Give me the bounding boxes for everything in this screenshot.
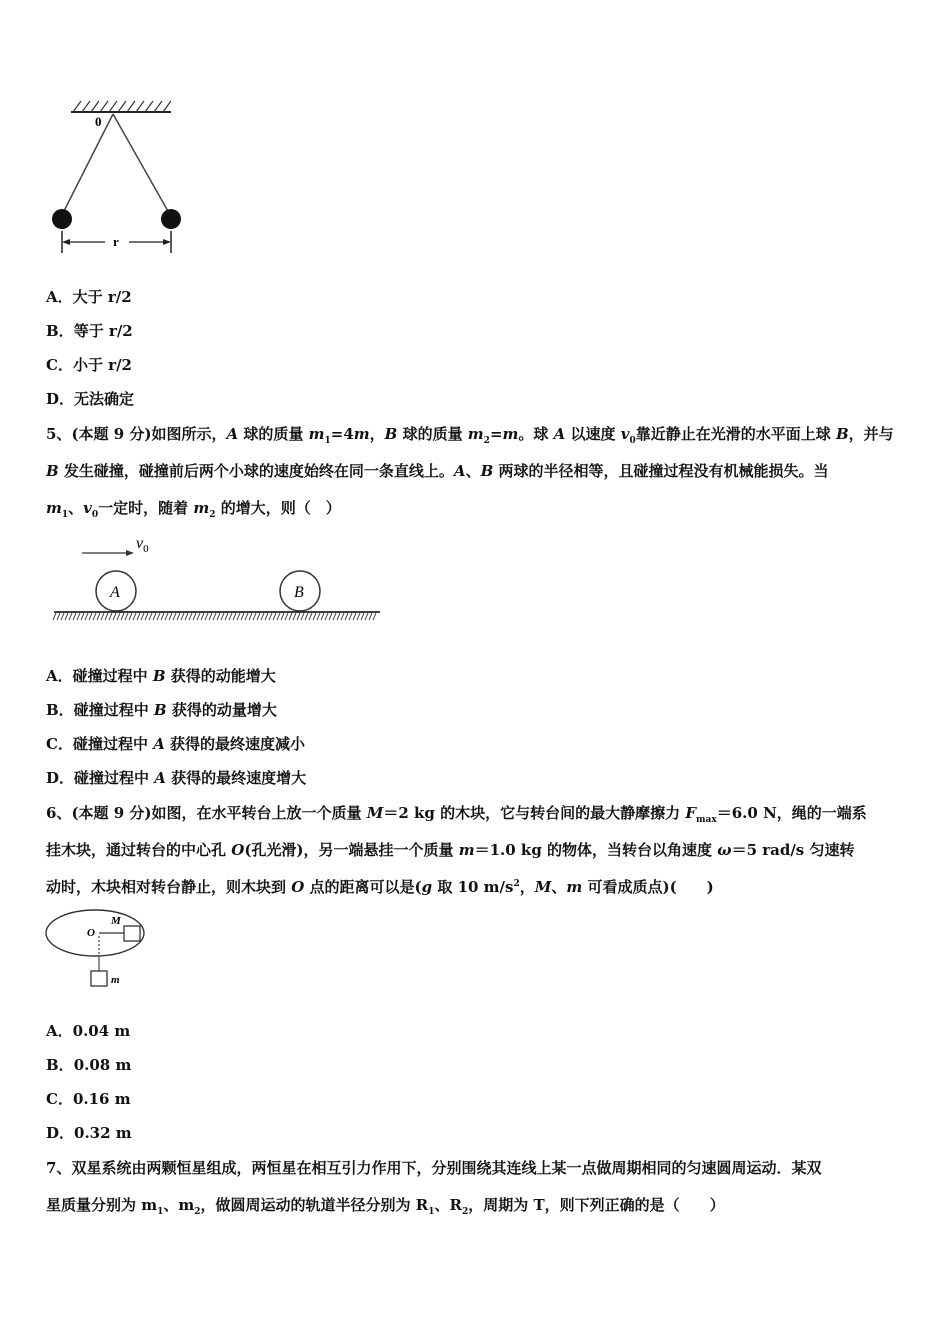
ground-hatch-mark <box>121 613 124 620</box>
ground-hatch-mark <box>201 613 204 620</box>
ground-hatch-mark <box>373 613 376 620</box>
q7-stem-line-2: 星质量分别为 $m_1$、$m_2$，做圆周运动的轨道半径分别为 $R_1$、$R_2$，周期为 T，则下列正确的是（ ） <box>46 1196 725 1217</box>
left-ball <box>52 209 72 229</box>
ground-hatch-mark <box>245 613 248 620</box>
q5-option-d: D．碰撞过程中 A 获得的最终速度增大 <box>46 769 307 787</box>
ground-hatch-mark <box>357 613 360 620</box>
q5-option-b: B．碰撞过程中 B 获得的动量增大 <box>46 701 277 719</box>
ground-hatch-mark <box>77 613 80 620</box>
ground-hatch-mark <box>193 613 196 620</box>
ground-hatch-mark <box>365 613 368 620</box>
ground-hatch-mark <box>309 613 312 620</box>
q6-option-d: D．0.32 m <box>46 1124 132 1142</box>
ground-hatch-mark <box>165 613 168 620</box>
ground-hatch-mark <box>113 613 116 620</box>
q7-stem-line-1: 7、双星系统由两颗恒星组成，两恒星在相互引力作用下，分别围绕其连线上某一点做周期相同的匀速圆周运动．某双 <box>46 1159 822 1177</box>
collision-figure <box>50 530 390 630</box>
ground-hatch-mark <box>261 613 264 620</box>
ground-hatch-mark <box>169 613 172 620</box>
q4-option-c: C．小于 r/2 <box>46 356 132 374</box>
q6-stem-line-2: 挂木块，通过转台的中心孔 O(孔光滑)，另一端悬挂一个质量 m＝1.0 kg 的物体，当转台以角速度 ω＝5 rad/s 匀速转 <box>46 841 855 859</box>
q4-option-a: A．大于 r/2 <box>46 288 132 306</box>
hanging-mass-label: m <box>111 974 120 986</box>
ground-hatch-mark <box>289 613 292 620</box>
ground-hatch-mark <box>93 613 96 620</box>
q5-stem-line-3: $m_1$、$v_0$一定时，随着 $m_2$ 的增大，则（ ） <box>46 499 341 520</box>
ground-hatch-mark <box>149 613 152 620</box>
pendulum-figure <box>45 95 195 260</box>
ground-hatch-mark <box>345 613 348 620</box>
q6-option-c: C．0.16 m <box>46 1090 131 1108</box>
ground-hatch-mark <box>69 613 72 620</box>
ground-hatch-mark <box>313 613 316 620</box>
ground-hatch-mark <box>369 613 372 620</box>
ground-hatch-mark <box>353 613 356 620</box>
hanging-mass <box>91 971 107 986</box>
ground-hatch-mark <box>265 613 268 620</box>
ground-hatch-mark <box>105 613 108 620</box>
distance-label: r <box>113 234 119 249</box>
ground-hatch-mark <box>301 613 304 620</box>
ground-hatch-mark <box>133 613 136 620</box>
ground-hatch-mark <box>81 613 84 620</box>
ball-a-label: A <box>110 584 120 601</box>
ground-hatch-mark <box>321 613 324 620</box>
ground-hatch-mark <box>177 613 180 620</box>
ground-hatch-mark <box>137 613 140 620</box>
center-o-label: O <box>87 927 95 939</box>
ground-hatch-mark <box>157 613 160 620</box>
ground-hatch-mark <box>181 613 184 620</box>
v0-label: $v_0$ <box>136 535 149 555</box>
ground-hatch-mark <box>257 613 260 620</box>
ground-hatch-mark <box>233 613 236 620</box>
ground-hatch-mark <box>281 613 284 620</box>
ground-hatch-mark <box>337 613 340 620</box>
ground-hatch-mark <box>341 613 344 620</box>
ground-hatch-mark <box>197 613 200 620</box>
ground-hatch-mark <box>329 613 332 620</box>
ground-hatch-mark <box>237 613 240 620</box>
ground-hatch-mark <box>217 613 220 620</box>
q5-stem-line-1: 5、(本题 9 分)如图所示，A 球的质量 $m_1=4m$，B 球的质量 $m_2=m$。球 A 以速度 $v_0$靠近静止在光滑的水平面上球 B，并与 <box>46 425 894 446</box>
ground-hatch-mark <box>145 613 148 620</box>
ground-hatch-mark <box>173 613 176 620</box>
block-M <box>124 926 140 941</box>
ground-hatch-mark <box>213 613 216 620</box>
ground-hatch-mark <box>125 613 128 620</box>
pivot-label: 0 <box>95 114 102 129</box>
ground-hatch-mark <box>89 613 92 620</box>
ground-hatch-mark <box>249 613 252 620</box>
block-M-label: M <box>111 915 121 927</box>
ground-hatch-mark <box>349 613 352 620</box>
ground-hatch-mark <box>185 613 188 620</box>
ground-hatch-mark <box>85 613 88 620</box>
ground-hatch-mark <box>361 613 364 620</box>
ground-hatch-mark <box>269 613 272 620</box>
q5-stem-line-2: B 发生碰撞，碰撞前后两个小球的速度始终在同一条直线上。A、B 两球的半径相等，且碰撞过程没有机械能损失。当 <box>46 462 829 480</box>
ground-hatch-mark <box>161 613 164 620</box>
q5-option-a: A．碰撞过程中 B 获得的动能增大 <box>46 667 276 685</box>
ground-hatch-mark <box>297 613 300 620</box>
q6-stem-line-1: 6、(本题 9 分)如图，在水平转台上放一个质量 M＝2 kg 的木块，它与转台间的最大静摩擦力 $F_{max}=6.0$ N，绳的一端系 <box>46 804 867 825</box>
ground-hatch-mark <box>221 613 224 620</box>
ground-hatch-mark <box>73 613 76 620</box>
ground-hatch-mark <box>293 613 296 620</box>
ground-hatch-mark <box>241 613 244 620</box>
q5-option-c: C．碰撞过程中 A 获得的最终速度减小 <box>46 735 306 753</box>
ball-b-label: B <box>294 584 304 601</box>
ground-hatch-mark <box>65 613 68 620</box>
ground-hatch-mark <box>57 613 60 620</box>
ground-hatch-mark <box>333 613 336 620</box>
ground-hatch-mark <box>229 613 232 620</box>
ground-hatch-mark <box>325 613 328 620</box>
ground-hatch-mark <box>285 613 288 620</box>
ground-hatch-mark <box>189 613 192 620</box>
q6-option-a: A．0.04 m <box>46 1022 131 1040</box>
ground-hatch-mark <box>209 613 212 620</box>
q4-option-b: B．等于 r/2 <box>46 322 133 340</box>
q6-option-b: B．0.08 m <box>46 1056 132 1074</box>
ground-hatch-mark <box>153 613 156 620</box>
right-ball <box>161 209 181 229</box>
q6-stem-line-3: 动时，木块相对转台静止，则木块到 O 点的距离可以是(g 取 10 $m/s^2$，M、m 可看成质点)( ) <box>46 878 714 896</box>
ground-hatch-mark <box>317 613 320 620</box>
ground-hatch-mark <box>141 613 144 620</box>
q4-option-d: D．无法确定 <box>46 390 135 408</box>
turntable-figure <box>44 908 164 993</box>
ground-hatch-mark <box>277 613 280 620</box>
ground-hatch-mark <box>53 613 56 620</box>
ground-hatch-mark <box>305 613 308 620</box>
ground-hatch-mark <box>253 613 256 620</box>
ground-hatch-mark <box>97 613 100 620</box>
ground-hatch-mark <box>273 613 276 620</box>
ground-hatch-mark <box>117 613 120 620</box>
ground-hatch-mark <box>61 613 64 620</box>
ground-hatch-mark <box>101 613 104 620</box>
ground-hatch-mark <box>129 613 132 620</box>
ground-hatch-mark <box>225 613 228 620</box>
ground-hatch-mark <box>205 613 208 620</box>
ground-hatch-mark <box>109 613 112 620</box>
